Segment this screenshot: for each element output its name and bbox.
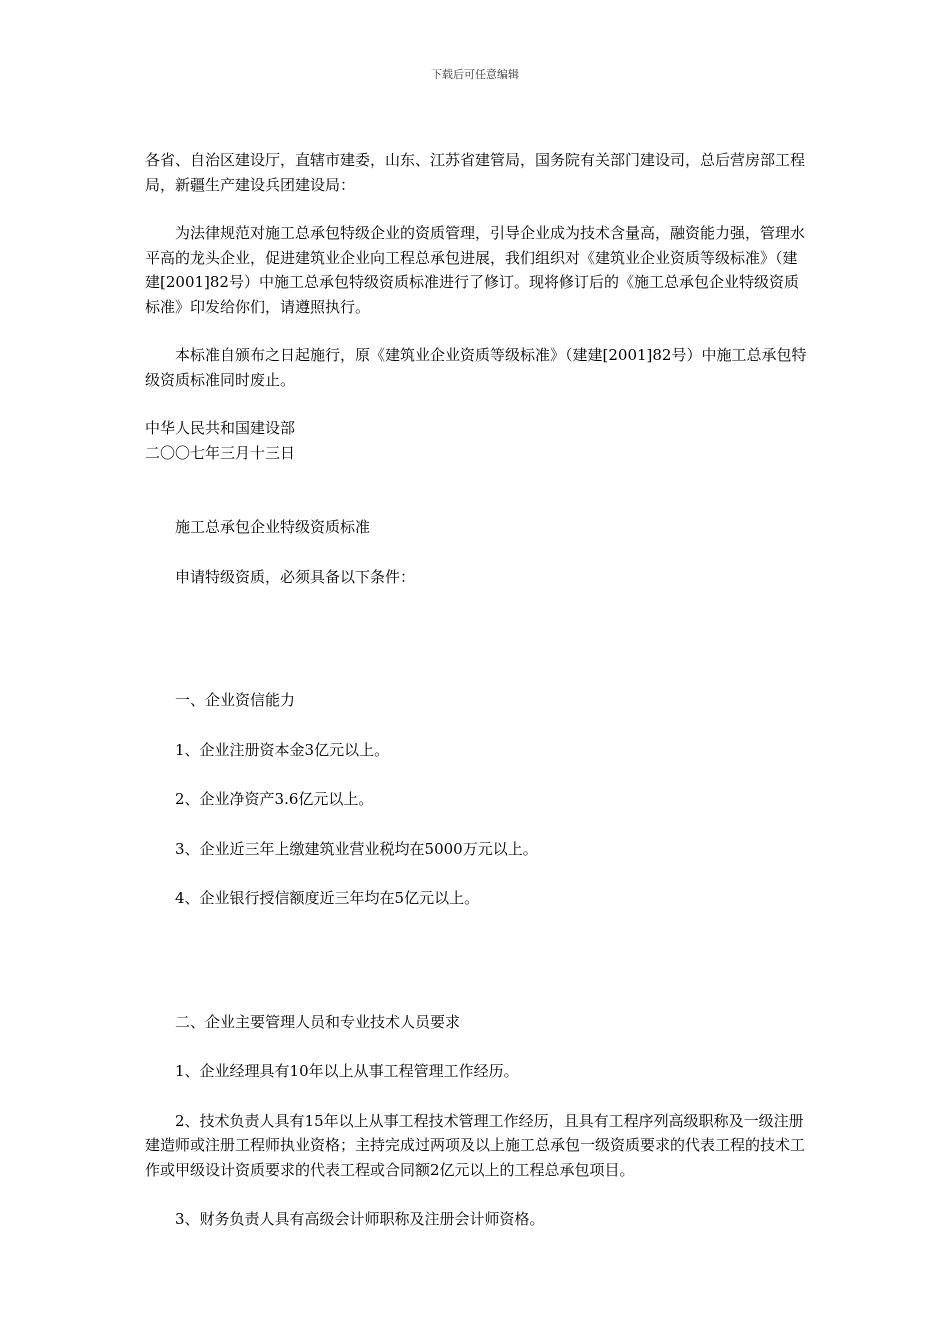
addressee: 各省、自治区建设厅，直辖市建委，山东、江苏省建管局，国务院有关部门建设司，总后营房部工程局，新疆生产建设兵团建设局：: [145, 151, 806, 194]
signature: 中华人民共和国建设部: [145, 419, 296, 437]
date: 二〇〇七年三月十三日: [145, 443, 296, 462]
list-item: 4、企业银行授信额度近三年均在5亿元以上。: [175, 889, 480, 907]
paragraph-1: 为法律规范对施工总承包特级企业的资质管理，引导企业成为技术含量高，融资能力强，管理水平高的龙头企业，促进建筑业企业向工程总承包进展，我们组织对《建筑业企业资质等级标准》（建建[2001]82号）中施工总承包特级资质标准进行了修订。现将修订后的《施工总承包企业特级资质标准》印发给你们，请遵照执行。: [145, 224, 806, 316]
intro: 申请特级资质，必须具备以下条件：: [175, 567, 416, 586]
list-item: 2、企业净资产3.6亿元以上。: [175, 790, 374, 808]
section-2-heading: 二、企业主要管理人员和专业技术人员要求: [175, 1012, 461, 1031]
page-header: 下载后可任意编辑: [431, 68, 519, 81]
doc-title: 施工总承包企业特级资质标准: [175, 518, 371, 536]
list-item: 2、技术负责人具有15年以上从事工程技术管理工作经历，且具有工程序列高级职称及一级注册建造师或注册工程师执业资格；主持完成过两项及以上施工总承包一级资质要求的代表工程的技术工作或甲级设计资质要求的代表工程或合同额2亿元以上的工程总承包项目。: [145, 1111, 806, 1179]
list-item: 3、企业近三年上缴建筑业营业税均在5000万元以上。: [175, 839, 538, 858]
section-1-heading: 一、企业资信能力: [175, 691, 296, 709]
document-body: [145, 148, 807, 1232]
paragraph-2: 本标准自颁布之日起施行，原《建筑业企业资质等级标准》（建建[2001]82号）中施工总承包特级资质标准同时废止。: [145, 346, 807, 389]
list-item: 3、财务负责人具有高级会计师职称及注册会计师资格。: [175, 1210, 545, 1228]
list-item: 1、企业经理具有10年以上从事工程管理工作经历。: [175, 1062, 519, 1080]
list-item: 1、企业注册资本金3亿元以上。: [175, 740, 390, 759]
